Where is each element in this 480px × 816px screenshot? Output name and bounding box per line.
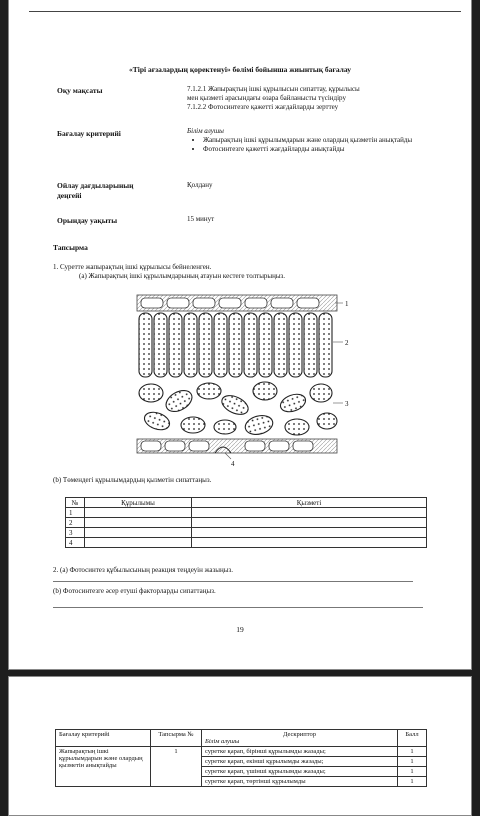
- upper-epidermis: [137, 295, 337, 311]
- criteria-list: [187, 136, 437, 154]
- objective-line: мен қызметі арасындағы өзара байланысты түсіндіру: [187, 94, 346, 102]
- function-cell[interactable]: [192, 508, 427, 518]
- thinking-level-label-line: деңгейі: [57, 191, 82, 200]
- thinking-level-label: [57, 181, 133, 201]
- row-number: 4: [66, 538, 85, 548]
- structure-cell[interactable]: [85, 508, 192, 518]
- score-cell: 1: [398, 747, 427, 757]
- learner-subheader: Білім алушы: [205, 738, 240, 745]
- figure-label-4: 4: [231, 460, 235, 468]
- function-cell[interactable]: [192, 518, 427, 528]
- table-row[interactable]: [66, 528, 427, 538]
- descriptor-cell: суретке қарап, бірінші құрылымды жазады;: [202, 747, 398, 757]
- descriptor-cell: суретке қарап, екінші құрылымды жазады;: [202, 757, 398, 767]
- question-1b: (b) Төмендегі құрылымдардың қызметін сипаттаңыз.: [53, 476, 212, 484]
- duration-label: Орындау уақыты: [57, 216, 118, 225]
- col-criterion: Бағалау критерийі: [56, 730, 151, 747]
- table-row[interactable]: [66, 508, 427, 518]
- score-cell: 1: [398, 767, 427, 777]
- descriptor-cell: суретке қарап, үшінші құрылымды жазады;: [202, 767, 398, 777]
- figure-label-2: 2: [345, 339, 349, 347]
- structures-table: [65, 497, 427, 548]
- assessment-criteria-value: [187, 127, 437, 154]
- task-number-cell: 1: [151, 747, 202, 787]
- col-task-no: Тапсырма №: [151, 730, 202, 747]
- table-row[interactable]: [66, 518, 427, 528]
- col-score: Балл: [398, 730, 427, 747]
- lower-epidermis: [137, 439, 337, 453]
- worksheet-title: «Тірі ағзалардың қоректенуі» бөлімі бойынша жиынтық бағалау: [129, 65, 351, 74]
- table-row: [56, 747, 427, 757]
- leaf-diagram: [127, 287, 367, 467]
- structure-cell[interactable]: [85, 538, 192, 548]
- question-2b: (b) Фотосинтезге әсер етуші факторларды сипаттаңыз.: [53, 587, 216, 595]
- leaf-cross-section-figure: [127, 287, 367, 467]
- col-number: №: [66, 498, 85, 508]
- objective-line: 7.1.2.2 Фотосинтезге қажетті жағдайларды зерттеу: [187, 103, 339, 111]
- structure-cell[interactable]: [85, 518, 192, 528]
- figure-label-1: 1: [345, 300, 349, 308]
- row-number: 3: [66, 528, 85, 538]
- question-1a: (a) Жапырақтың ішкі құрылымдарының атауын кестеге толтырыңыз.: [79, 272, 286, 280]
- question-2a: 2. (a) Фотосинтез құбылысының реакция теңдеуін жазыңыз.: [53, 566, 233, 574]
- descriptor-cell: суретке қарап, төртінші құрылымды: [202, 777, 398, 787]
- learner-caption: Білім алушы: [187, 127, 224, 135]
- score-cell: 1: [398, 757, 427, 767]
- table-row[interactable]: [66, 538, 427, 548]
- criteria-header-row: [56, 730, 427, 747]
- thinking-level-value: Қолдану: [187, 181, 213, 189]
- thinking-level-label-line: Ойлау дағдыларының: [57, 181, 134, 190]
- criterion-cell: Жапырақтың ішкі құрылымдарын және олардың қызметін анықтайды: [56, 747, 151, 787]
- descriptor-header: Дескриптор: [282, 731, 317, 738]
- criteria-item: • Жапырақтың ішкі құрылымдарын және олардың қызметін анықтайды: [203, 136, 437, 145]
- section-heading: Тапсырма: [53, 243, 88, 252]
- row-number: 2: [66, 518, 85, 528]
- learning-objective-label: Оқу мақсаты: [57, 86, 103, 95]
- page-number: 19: [236, 625, 244, 634]
- col-descriptor: [202, 730, 398, 747]
- top-border-line: [29, 11, 461, 12]
- answer-line[interactable]: [53, 581, 413, 582]
- answer-line[interactable]: [53, 607, 423, 608]
- col-function: Қызметі: [192, 498, 427, 508]
- criteria-item: • Фотосинтезге қажетті жағдайларды анықтайды: [203, 145, 437, 154]
- duration-value: 15 минут: [187, 215, 215, 223]
- score-cell: 1: [398, 777, 427, 787]
- question-1: 1. Суретте жапырақтың ішкі құрылысы бейнеленген.: [53, 263, 212, 271]
- function-cell[interactable]: [192, 528, 427, 538]
- function-cell[interactable]: [192, 538, 427, 548]
- objective-line: 7.1.2.1 Жапырақтың ішкі құрылысын сипаттау, құрылысы: [187, 85, 360, 93]
- row-number: 1: [66, 508, 85, 518]
- table-header-row: [66, 498, 427, 508]
- structure-cell[interactable]: [85, 528, 192, 538]
- figure-label-3: 3: [345, 400, 349, 408]
- col-structure: Құрылымы: [85, 498, 192, 508]
- criteria-page: [8, 676, 472, 816]
- worksheet-page: [8, 0, 472, 670]
- criteria-table: [55, 729, 427, 787]
- assessment-criteria-label: Бағалау критерийі: [57, 129, 121, 138]
- learning-objective-value: [187, 85, 437, 112]
